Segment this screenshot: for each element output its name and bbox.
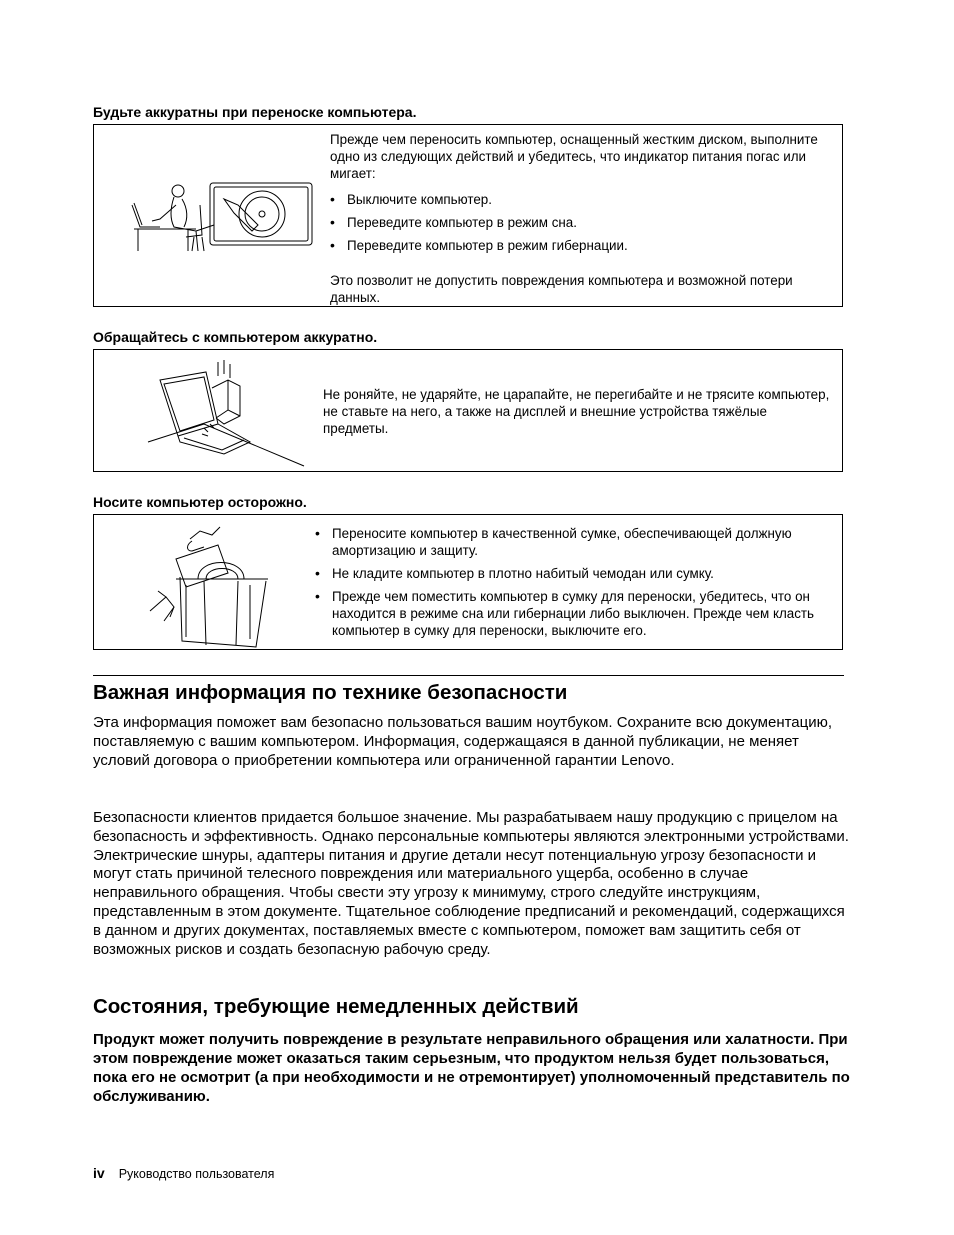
section-heading-moving: Будьте аккуратны при переноске компьютера. (93, 104, 417, 120)
safety-paragraph-2: Безопасности клиентов придается большое значение. Мы разрабатываем нашу продукцию с прицелом на безопасность и эффективность. Однако персональные компьютеры являются электронными устройствами. Электрические шнуры, адаптеры питания и другие детали несут потенциальную угрозу безопасности и могут стать причиной телесного повреждения или материального ущерба, особенно в случае неправильного обращения. Чтобы свести эту угрозу к минимуму, строго следуйте инструкциям, представленным в этом документе. Тщательное соблюдение предписаний и рекомендаций, содержащихся в данном и других документах, поставляемых вместе с компьютером, поможет вам защитить себя от возможных рисков и создать безопасную рабочую среду. (93, 809, 849, 958)
handle-caution-text: Не роняйте, не ударяйте, не царапайте, не перегибайте и не трясите компьютер, не ставьте на него, а также на дисплей и внешние устройства тяжёлые предметы. (323, 387, 830, 436)
urgent-paragraph: Продукт может получить повреждение в результате неправильного обращения или халатности. При этом повреждение может оказаться таким серьезным, что продуктом нельзя будет пользоваться, пока его не осмотрит (а при необходимости и не отремонтирует) уполномоченный представитель по обслуживанию. (93, 1031, 850, 1105)
handle-caution-box (93, 349, 843, 472)
moving-caution-box (93, 124, 843, 307)
page-footer (93, 1165, 274, 1181)
list-item: • Прежде чем поместить компьютер в сумку для переноски, убедитесь, что он находится в режиме сна или гибернации либо выключен. Прежде чем класть компьютер в сумку для переноски, выключите его. (315, 588, 835, 639)
moving-intro-text: Прежде чем переносить компьютер, оснащенный жестким диском, выполните одно из следующих действий и убедитесь, что индикатор питания погас или мигает: (330, 132, 818, 181)
list-item: • Выключите компьютер. (330, 191, 842, 208)
laptop-into-bag-illustration (146, 521, 276, 649)
carry-caution-box (93, 514, 843, 650)
section-heading-handle: Обращайтесь с компьютером аккуратно. (93, 329, 378, 345)
section-heading-carry: Носите компьютер осторожно. (93, 494, 307, 510)
list-item: • Переведите компьютер в режим гибернации. (330, 237, 842, 254)
urgent-heading: Состояния, требующие немедленных действий (93, 995, 579, 1018)
moving-note-text: Это позволит не допустить повреждения компьютера и возможной потери данных. (330, 273, 793, 305)
list-item: • Переносите компьютер в качественной сумке, обеспечивающей должную амортизацию и защиту. (315, 525, 835, 559)
list-item: • Переведите компьютер в режим сна. (330, 214, 842, 231)
safety-paragraph-1: Эта информация поможет вам безопасно пользоваться вашим ноутбуком. Сохраните всю документацию, поставляемую с вашим компьютером. Информация, содержащаяся в данной публикации, не меняет условий договора о приобретении компьютера или ограниченной гарантии Lenovo. (93, 714, 833, 769)
laptop-with-heavy-object-illustration (144, 358, 314, 468)
person-at-desk-with-hard-disk-illustration (126, 175, 316, 255)
footer-title: Руководство пользователя (118, 1167, 275, 1181)
page-number: iv (93, 1165, 105, 1181)
section-divider (93, 675, 844, 676)
list-item: • Не кладите компьютер в плотно набитый чемодан или сумку. (315, 565, 835, 582)
safety-heading: Важная информация по технике безопасности (93, 681, 568, 704)
